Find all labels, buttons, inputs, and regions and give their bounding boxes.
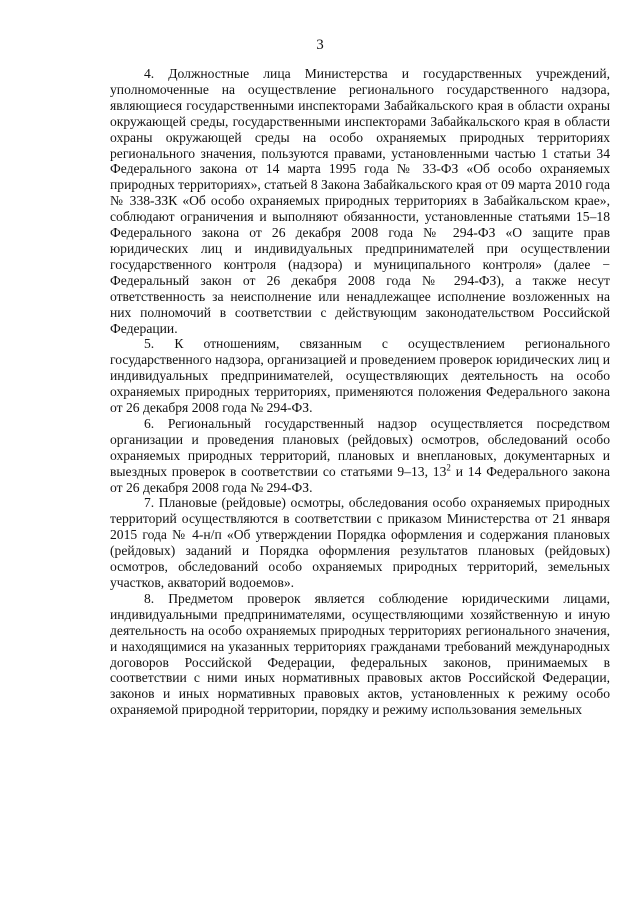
paragraph-6-text-after: и 14 Федерального закона от 26 декабря 2008 года № 294-ФЗ. xyxy=(110,463,610,495)
paragraph-8: 8. Предметом проверок является соблюдение юридическими лицами, индивидуальными предпринимателями, осуществляющими хозяйственную и иную деятельность на особо охраняемых природных территориях регионального значения, и находящимися на указанных территориях гражданами требований международных договоров Российской Федерации, федеральных законов, принимаемых в соответствии с ними иных нормативных правовых актов Российской Федерации, законов и иных нормативных правовых актов, установленных к режиму особо охраняемой природной территории, порядку и режиму использования земельных xyxy=(110,590,610,718)
paragraph-7: 7. Плановые (рейдовые) осмотры, обследования особо охраняемых природных территорий осуществляются в соответствии с приказом Министерства от 21 января 2015 года № 4-н/п «Об утверждении Порядка оформления и содержания плановых (рейдовых) заданий и Порядка оформления результатов плановых (рейдовых) осмотров, обследований особо охраняемых природных территорий, земельных участков, акваторий водоемов». xyxy=(110,495,610,590)
document-body xyxy=(110,66,610,718)
page-number: 3 xyxy=(316,37,324,53)
paragraph-6-text-before: 6. Региональный государственный надзор осуществляется посредством организации и проведения плановых (рейдовых) осмотров, обследований особо охраняемых природных территорий, плановых и внеплановых, документарных и выездных проверок в соответствии со статьями 9–13, 13 xyxy=(110,415,610,479)
paragraph-6 xyxy=(110,416,610,496)
paragraph-4: 4. Должностные лица Министерства и государственных учреждений, уполномоченные на осуществление регионального государственного надзора, являющиеся государственными инспекторами Забайкальского края в области охраны окружающей среды, государственными инспекторами Забайкальского края в области охраны окружающей среды на особо охраняемых природных территориях регионального значения, пользуются правами, установленными частью 1 статьи 34 Федерального закона от 14 марта 1995 года № 33-ФЗ «Об особо охраняемых природных территориях», статьей 8 Закона Забайкальского края от 09 марта 2010 года № 338-ЗЗК «Об особо охраняемых природных территориях в Забайкальском крае», соблюдают ограничения и выполняют обязанности, установленные статьями 15–18 Федерального закона от 26 декабря 2008 года № 294-ФЗ «О защите прав юридических лиц и индивидуальных предпринимателей при осуществлении государственного контроля (надзора) и муниципального контроля» (далее − Федеральный закон от 26 декабря 2008 года № 294-ФЗ), а также несут ответственность за неисполнение или ненадлежащее исполнение возложенных на них полномочий в соответствии с действующим законодательством Российской Федерации. xyxy=(110,66,611,336)
paragraph-6-superscript: 2 xyxy=(446,462,451,473)
paragraph-5: 5. К отношениям, связанным с осуществлением регионального государственного надзора, организацией и проведением проверок юридических лиц и индивидуальных предпринимателей, осуществляющих деятельность на особо охраняемых природных территориях, применяются положения Федерального закона от 26 декабря 2008 года № 294-ФЗ. xyxy=(110,336,610,416)
